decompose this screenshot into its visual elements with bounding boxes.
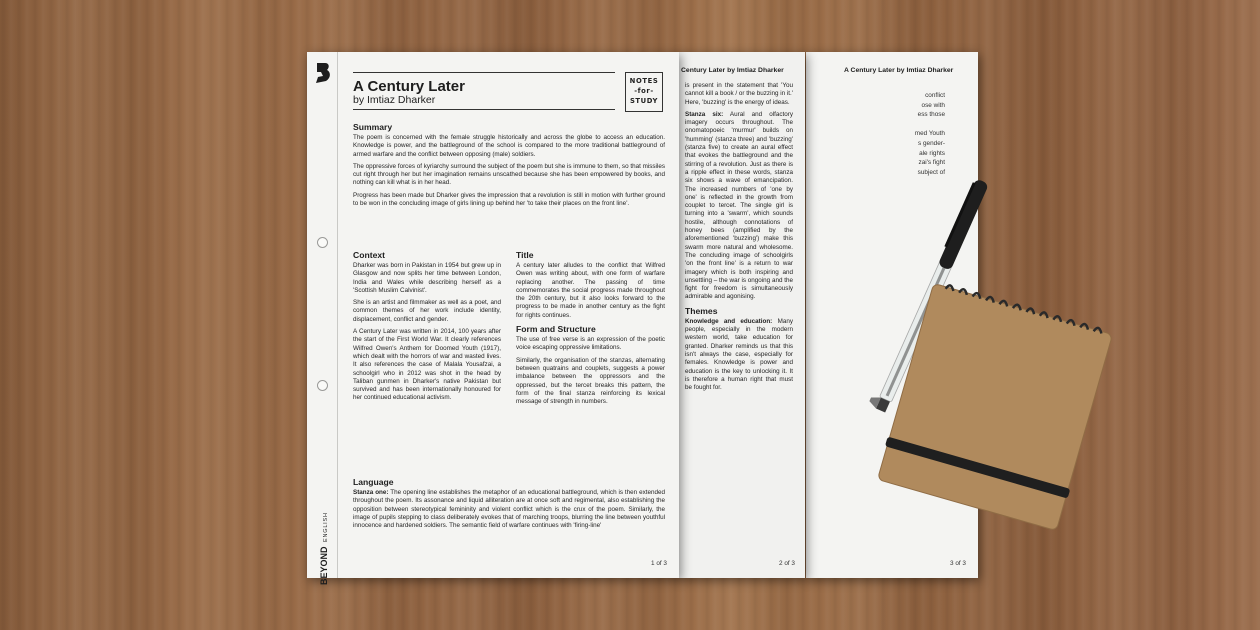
page-number: 3 of 3 <box>950 560 966 567</box>
badge-line: STUDY <box>629 97 659 105</box>
stanza-six-lead: Stanza six: <box>685 110 724 118</box>
language-heading: Language <box>353 477 394 487</box>
page-number: 2 of 3 <box>779 560 795 567</box>
form-heading: Form and Structure <box>516 324 596 335</box>
page-three-fragment: subject of <box>917 168 945 176</box>
context-paragraph: A Century Later was written in 2014, 100 years after the start of the First World War. It clearly references Wilfred Owen's Anthem for Doomed Youth (1917), which dealt with the horrors of war and wasted lives. It also references the case of Malala Yousafzai, a schoolgirl who in 2012 was shot in the head by Taliban gunmen in Dharker's native Pakistan but survived and has been internationally honoured for her continued educational activism. <box>353 328 501 402</box>
page-three-fragment: med Youth <box>914 130 945 138</box>
page-three-fragment: ess those <box>917 111 945 119</box>
context-paragraph: She is an artist and filmmaker as well as a poet, and common themes of her work include identity, displacement, conflict and gender. <box>353 299 501 323</box>
intro-paragraph: is present in the statement that 'You cannot kill a book / or the buzzing in it.' Here, 'buzzing' is the energy of ideas. <box>685 82 793 106</box>
running-head: A Century Later by Imtiaz Dharker <box>844 67 954 74</box>
page-three-fragment: s gender- <box>918 140 945 147</box>
summary-paragraph: Progress has been made but Dharker gives the impression that a revolution is still in motion with further ground to be won in the concluding image of girls lining up behind her 'to take their places on the front line'. <box>353 191 665 208</box>
stanza-six-text: Aural and olfactory imagery occurs throughout. The onomatopoeic 'murmur' builds on 'humming' (stanza three) and 'buzzing' (stanza five) to create an aural effect that evokes the battleground and the stirring of a revolution. Just as there is a ripple effect in these words, stanza six shows a wave of emancipation. The increased numbers of 'one by one' is reflected in the growth from couplet to tercet. The single girl is turning into a 'swarm', which sounds hostile, although connotations of honey bees (amplified by the aforementioned 'buzzing') make this swarm more natural and wholesome. The concluding image of schoolgirls 'on the front line' is a return to war imagery which is both inspiring and unsettling – the war is ongoing and the fight for freedom is simultaneously admirable and agonising. <box>685 110 793 301</box>
page-three-fragment: ale rights <box>919 149 945 157</box>
summary-paragraph: The poem is concerned with the female struggle historically and across the globe to access an education. Knowledge is power, and the battleground of the school is compared to the more traditional battleground of armed warfare and the conflict between opposing (male) soldiers. <box>353 134 665 158</box>
themes-lead: Knowledge and education: <box>685 317 773 325</box>
page-three-fragment: ose with <box>921 101 945 109</box>
language-text: The opening line establishes the metaphor of an educational battleground, which is then extended throughout the poem. Its assonance and liquid alliteration are at once soft and regimental, also establishing the opposition between stereotypical femininity and violent conflict which is the crux of the poem. Similarly, the image of pupils stepping to class deliberately evokes that of marching troops, blurring the line between youthful innocence and hardened soldiers. The semantic field of warfare continues with 'firing-line' <box>353 489 665 530</box>
brand-text: BEYOND <box>319 546 329 585</box>
themes-text: Many people, especially in the modern western world, take education for granted. Dharker reminds us that this isn't always the case, especially for females. Knowledge is power and education is the key to unlocking it. It is therefore a human right that must be fought for. <box>685 317 793 392</box>
notepad-cover <box>877 283 1112 530</box>
running-head: Century Later by Imtiaz Dharker <box>681 67 784 74</box>
badge-line: -for- <box>634 87 654 95</box>
title-paragraph: A century later alludes to the conflict that Wilfred Owen was writing about, with one form of warfare replacing another. The passing of time commemorates the social progress made throughout the 20th century, but it also looks forward to the progress to be made in another century as the fight for rights continues. <box>516 262 665 319</box>
title-heading: Title <box>516 250 534 260</box>
form-paragraph: Similarly, the organisation of the stanzas, alternating between quatrains and couplets, suggests a power imbalance between the oppressors and the oppressed, but the tercet breaks this pattern, the form of the final stanza reinforcing its lexical message of strength in numbers. <box>516 356 665 406</box>
summary-heading: Summary <box>353 122 393 132</box>
context-heading: Context <box>353 250 385 260</box>
badge-line: NOTES <box>629 77 659 85</box>
page-number: 1 of 3 <box>651 560 667 567</box>
page-three-fragment: conflict <box>925 92 945 99</box>
author-line: by Imtiaz Dharker <box>353 94 436 106</box>
form-paragraph: The use of free verse is an expression of the poetic voice escaping oppressive limitations. <box>516 336 665 352</box>
themes-heading: Themes <box>685 305 718 316</box>
page-three-fragment: zai's fight <box>918 159 945 167</box>
page-title: A Century Later <box>353 78 465 95</box>
brand-subtext: ENGLISH <box>323 512 329 542</box>
summary-paragraph: The oppressive forces of kyriarchy surround the subject of the poem but she is immune to them, so that missiles cut right through her but her imagination remains unscathed because she has been empowered by books, and nothing can kill what is in her head. <box>353 162 665 187</box>
language-lead: Stanza one: <box>353 489 389 496</box>
context-paragraph: Dharker was born in Pakistan in 1954 but grew up in Glasgow and now splits her time between London, India and Wales while describing herself as a 'Scottish Muslim Calvinist'. <box>353 262 501 294</box>
